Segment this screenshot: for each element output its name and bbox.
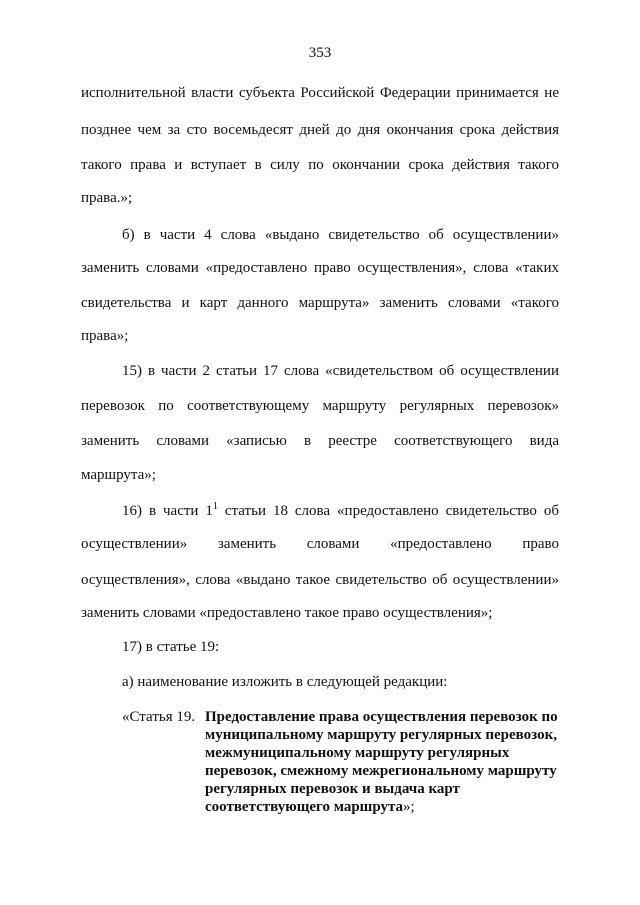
text-line: 17) в статье 19: xyxy=(122,639,220,655)
text-line: осуществления», слова «выдано такое свидетельство об осуществлении» xyxy=(81,572,559,588)
article-title-last: соответствующего маршрута xyxy=(205,799,404,815)
text-line xyxy=(122,502,559,520)
text-line: маршрута»; xyxy=(81,467,156,483)
text-line: позднее чем за сто восемьдесят дней до дня окончания срока действия xyxy=(81,122,559,138)
text-fragment: статьи 18 слова «предоставлено свидетельство об xyxy=(217,503,560,519)
article-title xyxy=(205,708,565,816)
text-line: осуществлении» заменить словами «предоставлено право xyxy=(81,536,559,552)
article-title-end: »; xyxy=(403,799,415,815)
text-line: права»; xyxy=(81,328,129,344)
text-fragment: 16) в части 1 xyxy=(122,503,213,519)
text-line: заменить словами «предоставлено право осуществления», слова «таких xyxy=(81,260,559,276)
article-title-line xyxy=(205,798,565,816)
text-line: права.»; xyxy=(81,190,133,206)
article-label: «Статья 19. xyxy=(122,709,196,725)
article-title-line: Предоставление права осуществления перевозок по xyxy=(205,709,558,725)
article-title-line: муниципальному маршруту регулярных перевозок, xyxy=(205,727,557,743)
text-line: перевозок по соответствующему маршруту регулярных перевозок» xyxy=(81,398,559,414)
text-line: а) наименование изложить в следующей редакции: xyxy=(122,674,448,690)
text-line: свидетельства и карт данного маршрута» заменить словами «такого xyxy=(81,295,559,311)
text-line: исполнительной власти субъекта Российской Федерации принимается не xyxy=(81,85,559,101)
article-title-line: межмуниципальному маршруту регулярных xyxy=(205,745,510,761)
article-title-line: регулярных перевозок и выдача карт xyxy=(205,781,460,797)
text-line: б) в части 4 слова «выдано свидетельство об осуществлении» xyxy=(122,227,559,243)
page-number: 353 xyxy=(308,45,332,61)
text-line: заменить словами «предоставлено такое право осуществления»; xyxy=(81,605,493,621)
text-line: 15) в части 2 статьи 17 слова «свидетельством об осуществлении xyxy=(122,363,559,379)
text-line: такого права и вступает в силу по окончании срока действия такого xyxy=(81,157,559,173)
text-line: заменить словами «записью в реестре соответствующего вида xyxy=(81,433,559,449)
article-title-line: перевозок, смежному межрегиональному маршруту xyxy=(205,763,557,779)
superscript: 1 xyxy=(212,501,218,512)
